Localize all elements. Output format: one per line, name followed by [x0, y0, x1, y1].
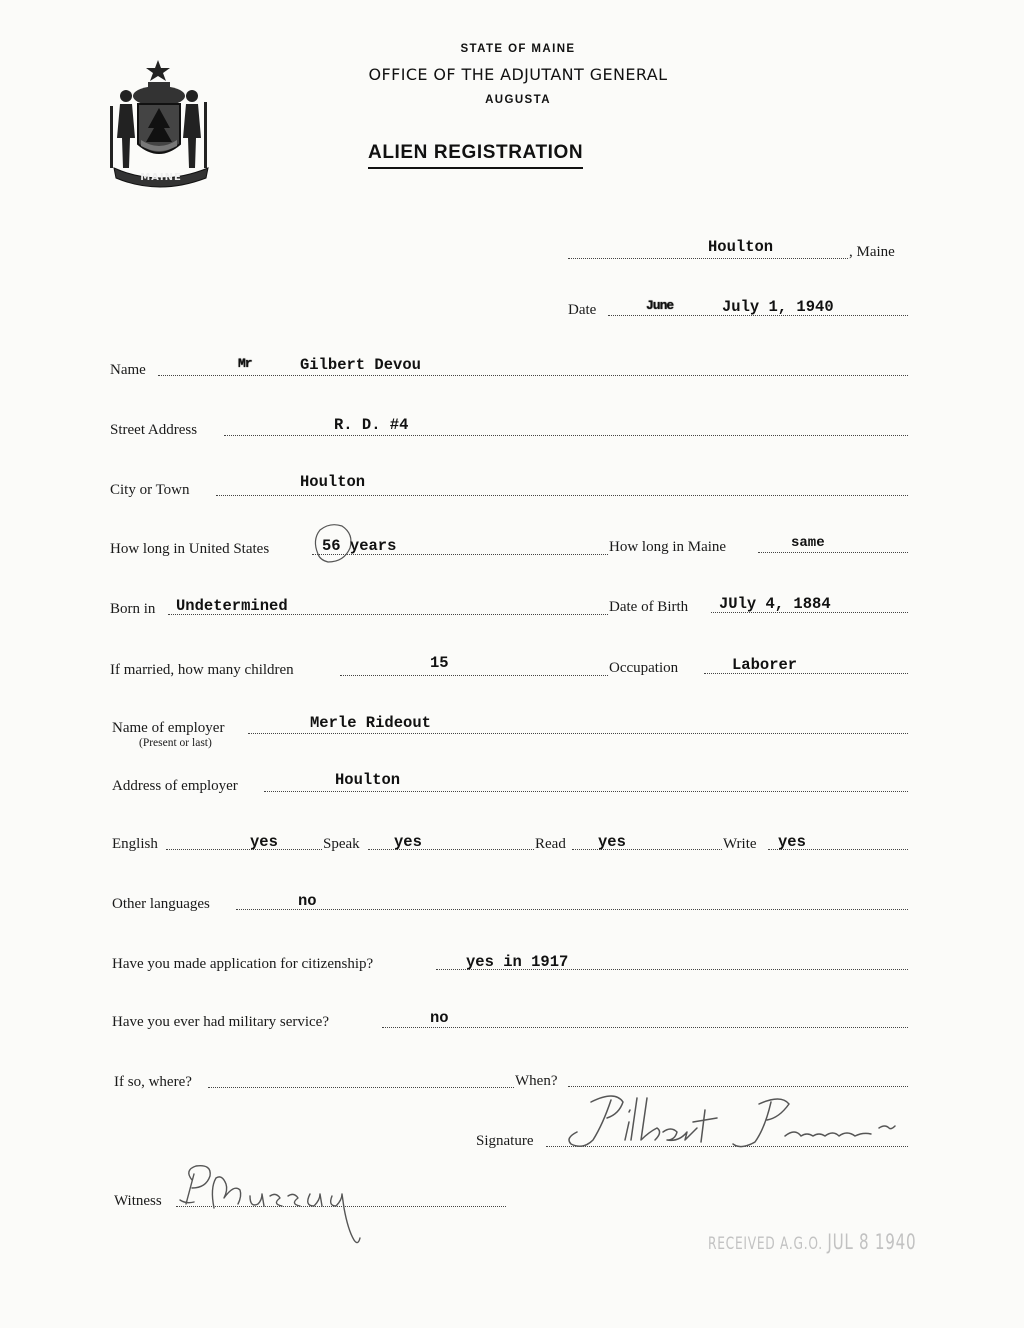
how-long-maine-value: same — [791, 535, 825, 551]
name-value: Gilbert Devou — [300, 356, 421, 374]
signature-label: Signature — [476, 1133, 534, 1149]
witness-label: Witness — [114, 1193, 162, 1209]
other-languages-label: Other languages — [112, 896, 210, 912]
how-long-maine-label: How long in Maine — [609, 539, 727, 555]
when-label: When? — [515, 1073, 558, 1089]
employer-name-value: Merle Rideout — [310, 714, 431, 732]
military-label: Have you ever had military service? — [112, 1014, 329, 1030]
employer-address-value: Houlton — [335, 771, 401, 789]
born-in-label: Born in — [110, 601, 156, 617]
other-languages-line — [236, 909, 908, 910]
how-long-maine-line — [758, 552, 908, 553]
other-languages-value: no — [298, 892, 317, 910]
employer-address-line — [264, 791, 908, 792]
city-line — [216, 495, 908, 496]
speak-label: Speak — [323, 836, 360, 852]
speak-value: yes — [394, 833, 422, 851]
place-value: Houlton — [708, 238, 774, 256]
children-value: 15 — [430, 654, 449, 672]
where-line — [208, 1087, 514, 1088]
how-long-us-label: How long in United States — [110, 541, 270, 557]
city-label: City or Town — [110, 482, 190, 498]
employer-address-label: Address of employer — [112, 778, 238, 794]
name-label: Name — [110, 362, 146, 378]
citizenship-value: yes in 1917 — [466, 953, 569, 971]
english-label: English — [112, 836, 158, 852]
citizenship-label: Have you made application for citizenship? — [112, 956, 374, 972]
born-in-value: Undetermined — [176, 597, 288, 615]
read-label: Read — [535, 836, 566, 852]
military-value: no — [430, 1009, 449, 1027]
city-value: Houlton — [300, 473, 366, 491]
read-line — [572, 849, 722, 850]
speak-line — [368, 849, 534, 850]
date-of-birth-value: JUly 4, 1884 — [719, 595, 831, 613]
name-line — [158, 375, 908, 376]
street-address-label: Street Address — [110, 422, 198, 438]
street-address-line — [224, 435, 908, 436]
how-long-us-value: 56 years — [322, 537, 397, 555]
header-state: STATE OF MAINE — [460, 43, 576, 55]
street-address-value: R. D. #4 — [334, 416, 409, 434]
when-line — [568, 1086, 908, 1087]
seal-label: MAINE — [140, 172, 182, 183]
write-value: yes — [778, 833, 806, 851]
employer-name-sublabel: (Present or last) — [139, 737, 212, 749]
occupation-value: Laborer — [732, 656, 798, 674]
received-stamp-date: JUL 8 1940 — [827, 1230, 917, 1254]
english-line — [166, 849, 322, 850]
received-stamp-text: RECEIVED A.G.O. — [708, 1234, 823, 1254]
form-title: ALIEN REGISTRATION — [368, 142, 583, 169]
read-value: yes — [598, 833, 626, 851]
date-label: Date — [568, 302, 597, 318]
military-line — [382, 1027, 908, 1028]
where-label: If so, where? — [114, 1074, 192, 1090]
employer-name-label: Name of employer — [112, 720, 225, 736]
employer-name-line — [248, 733, 908, 734]
children-label: If married, how many children — [110, 662, 294, 678]
date-struck-value: June — [646, 298, 674, 313]
children-line — [340, 675, 608, 676]
date-of-birth-label: Date of Birth — [609, 599, 689, 615]
witness-handwriting — [172, 1160, 382, 1248]
received-stamp — [708, 1230, 916, 1254]
name-prefix-struck: Mr — [238, 356, 252, 371]
english-value: yes — [250, 833, 278, 851]
date-value: July 1, 1940 — [722, 298, 834, 316]
signature-handwriting — [545, 1088, 905, 1158]
write-label: Write — [723, 836, 757, 852]
occupation-label: Occupation — [609, 660, 679, 676]
place-suffix: , Maine — [849, 244, 895, 260]
place-line — [568, 258, 848, 259]
header-city: AUGUSTA — [485, 94, 551, 106]
header-office: OFFICE OF THE ADJUTANT GENERAL — [368, 65, 668, 84]
